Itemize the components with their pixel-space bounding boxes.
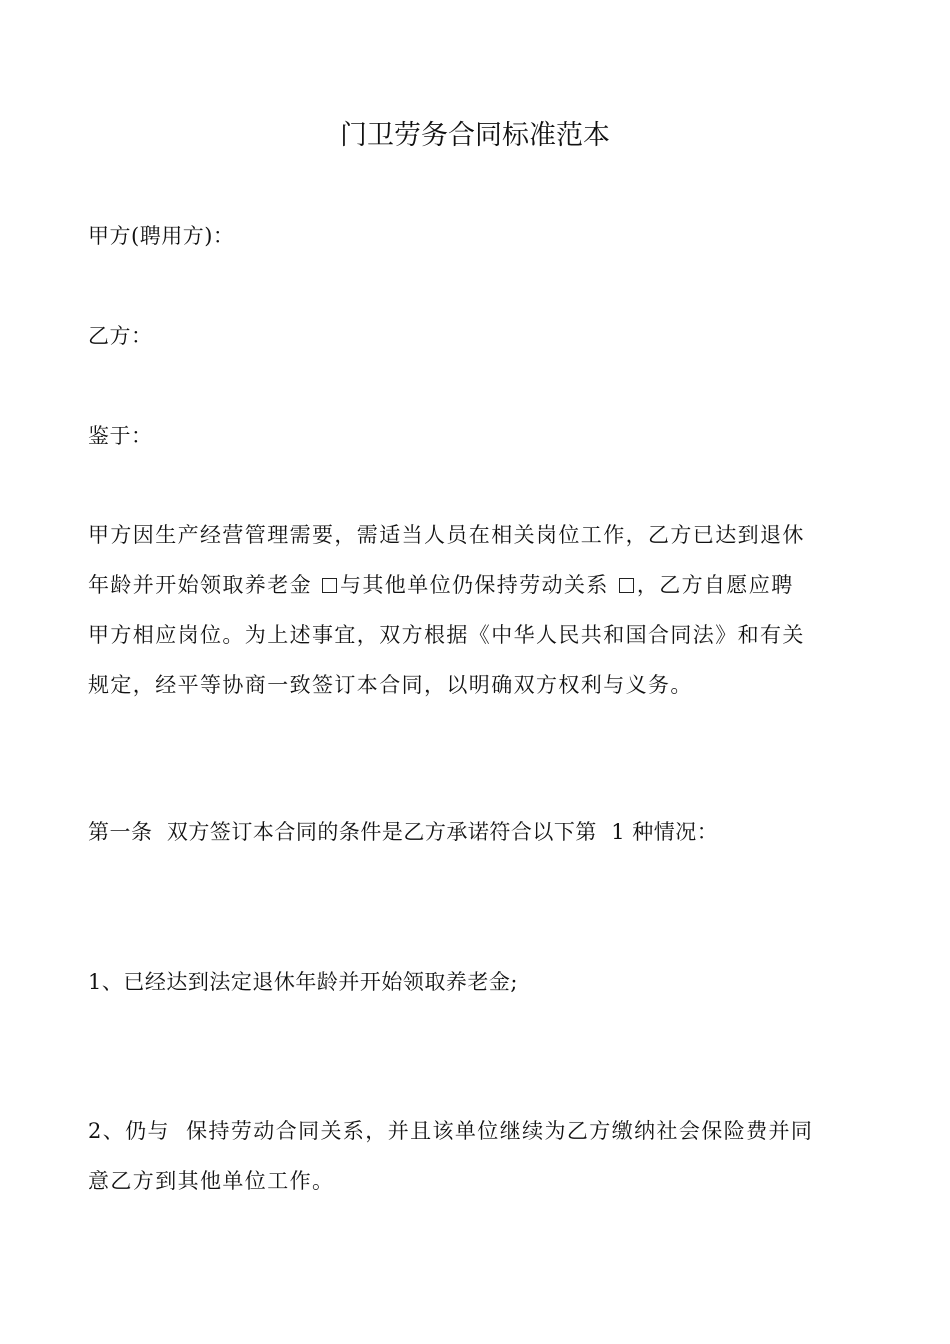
whereas-label: 鉴于： <box>88 424 153 448</box>
party-a-label: 甲方(聘用方)： <box>88 224 235 248</box>
intro-line-1: 甲方因生产经营管理需要，需适当人员在相关岗位工作，乙方已达到退休 <box>88 523 805 547</box>
intro-line-4: 规定，经平等协商一致签订本合同，以明确双方权利与义务。 <box>88 673 693 697</box>
employed-checkbox[interactable] <box>619 578 634 593</box>
intro-line-2-part-b: 与其他单位仍保持劳动关系 <box>340 573 609 597</box>
item-1: 1、已经达到法定退休年龄并开始领取养老金; <box>88 970 518 994</box>
item-2-line-1: 2、仍与 保持劳动合同关系，并且该单位继续为乙方缴纳社会保险费并同 <box>88 1119 814 1143</box>
intro-line-2-part-c: ，乙方自愿应聘 <box>636 573 794 597</box>
article-1: 第一条 双方签订本合同的条件是乙方承诺符合以下第 1 种情况： <box>88 820 719 844</box>
item-2 <box>88 1106 862 1206</box>
intro-line-2 <box>88 560 862 610</box>
document-title: 门卫劳务合同标准范本 <box>340 120 610 151</box>
item-2-line-2: 意乙方到其他单位工作。 <box>88 1169 335 1193</box>
retired-checkbox[interactable] <box>322 578 337 593</box>
intro-paragraph <box>88 510 862 710</box>
intro-line-2-part-a: 年龄并开始领取养老金 <box>88 573 312 597</box>
intro-line-3: 甲方相应岗位。为上述事宜，双方根据《中华人民共和国合同法》和有关 <box>88 623 805 647</box>
party-b-label: 乙方： <box>88 324 153 348</box>
